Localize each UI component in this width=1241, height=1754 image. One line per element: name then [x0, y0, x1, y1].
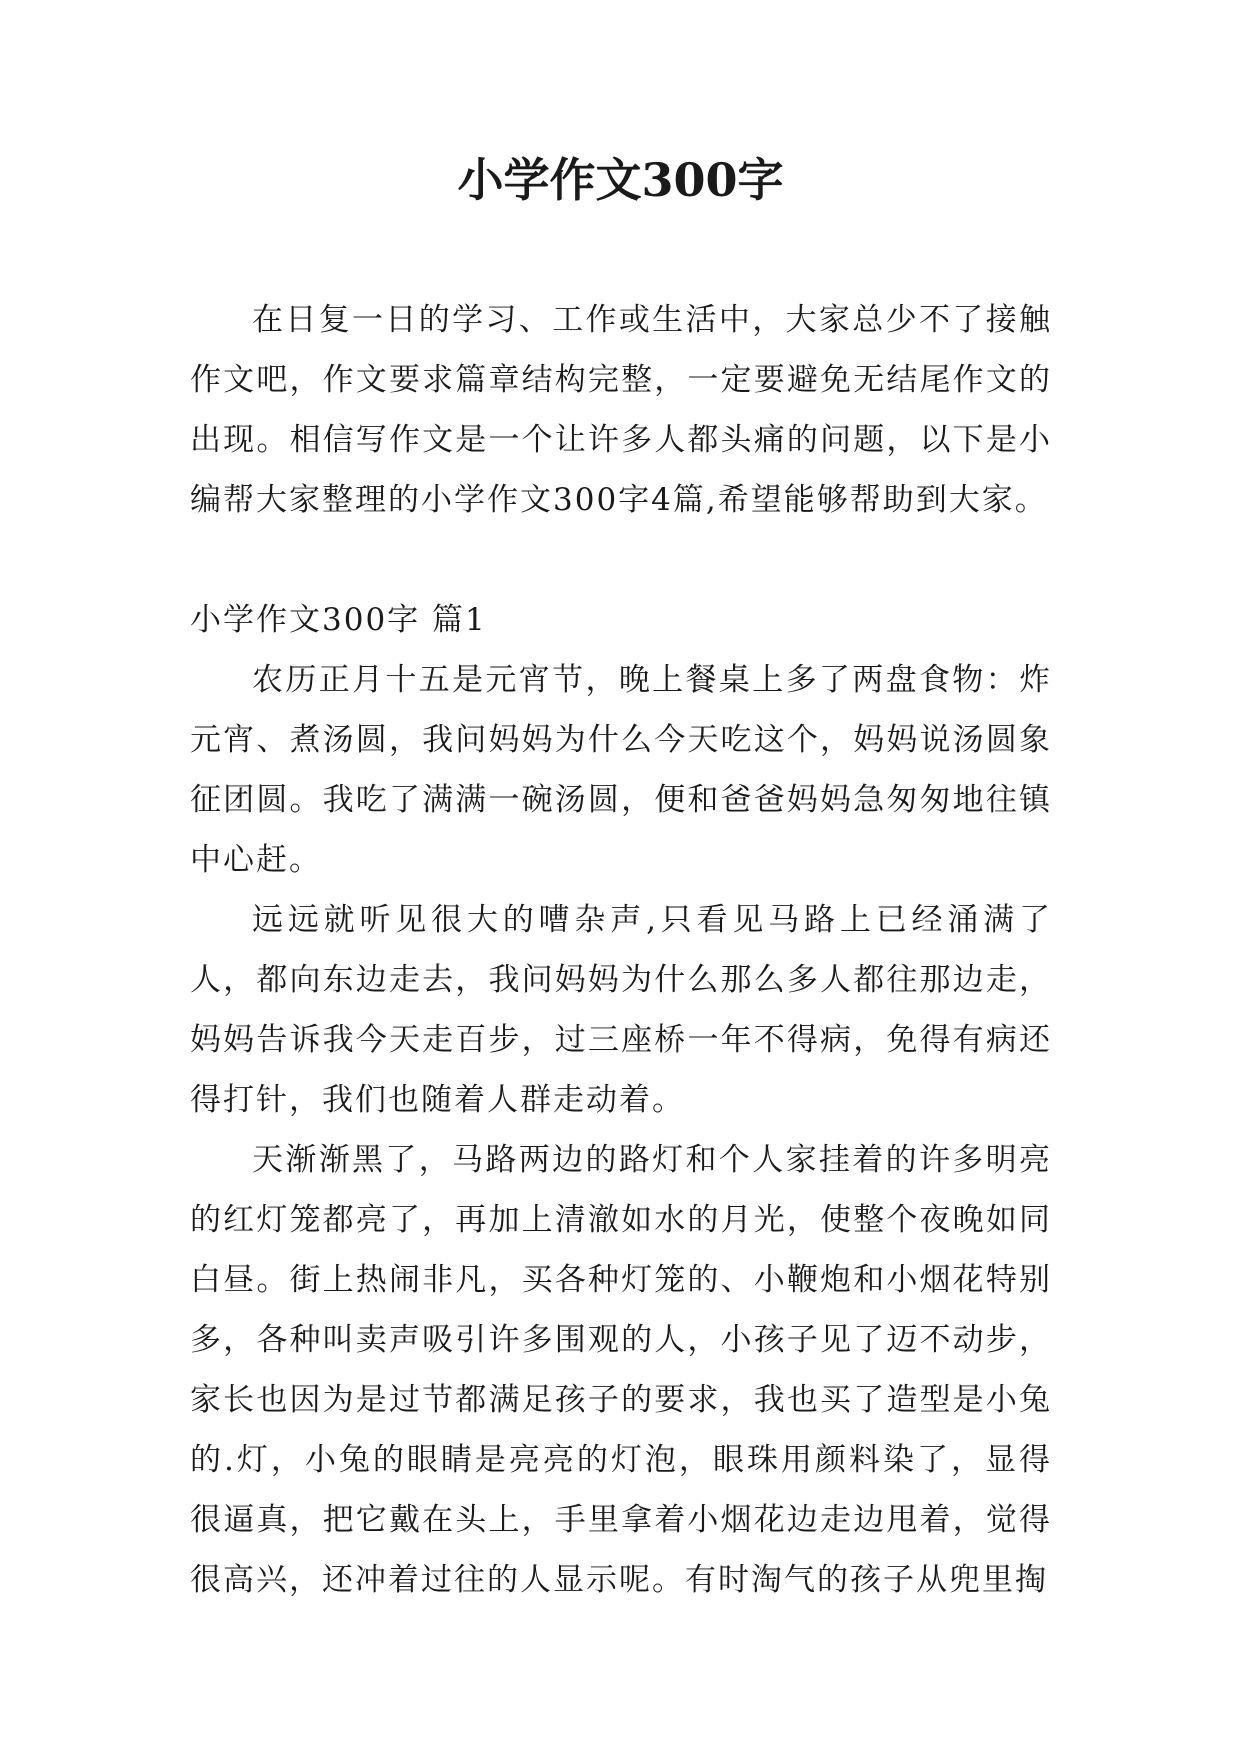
section-heading: 小学作文300字 篇1	[190, 602, 487, 638]
body-paragraph-1: 农历正月十五是元宵节，晚上餐桌上多了两盘食物：炸元宵、煮汤圆，我问妈妈为什么今天吃这个，妈妈说汤圆象征团圆。我吃了满满一碗汤圆，便和爸爸妈妈急匆匆地往镇中心赶。	[190, 662, 1052, 878]
document-body	[190, 290, 1052, 1610]
document-title: 小学作文300字	[457, 153, 784, 207]
body-paragraph-3: 天渐渐黑了，马路两边的路灯和个人家挂着的许多明亮的红灯笼都亮了，再加上清澈如水的月光，使整个夜晚如同白昼。街上热闹非凡，买各种灯笼的、小鞭炮和小烟花特别多，各种叫卖声吸引许多围观的人，小孩子见了迈不动步，家长也因为是过节都满足孩子的要求，我也买了造型是小兔的.灯，小兔的眼睛是亮亮的灯泡，眼珠用颜料染了，显得很逼真，把它戴在头上，手里拿着小烟花边走边甩着，觉得很高兴，还冲着过往的人显示呢。有时淘气的孩子从兜里掏	[190, 1142, 1052, 1598]
body-paragraph-2: 远远就听见很大的嘈杂声,只看见马路上已经涌满了人，都向东边走去，我问妈妈为什么那么多人都往那边走，妈妈告诉我今天走百步，过三座桥一年不得病，免得有病还得打针，我们也随着人群走动着。	[190, 902, 1052, 1118]
intro-paragraph: 在日复一日的学习、工作或生活中，大家总少不了接触作文吧，作文要求篇章结构完整，一定要避免无结尾作文的出现。相信写作文是一个让许多人都头痛的问题，以下是小编帮大家整理的小学作文300字4篇,希望能够帮助到大家。	[190, 302, 1052, 518]
